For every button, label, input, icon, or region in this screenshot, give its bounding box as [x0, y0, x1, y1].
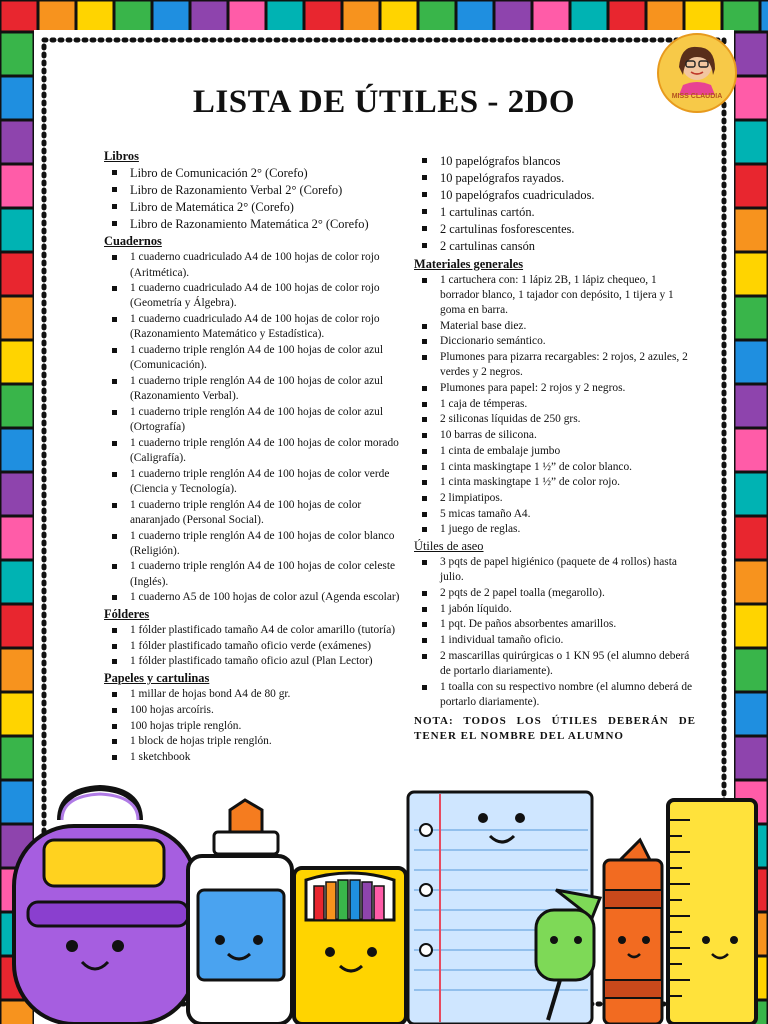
list-item: 2 cartulinas cansón: [414, 238, 696, 255]
section-heading: Fólderes: [104, 607, 150, 622]
list-item: 1 cuaderno cuadriculado A4 de 100 hojas de color rojo (Aritmética).: [104, 250, 400, 280]
backpack-icon: [14, 788, 196, 1024]
section-libros: [104, 148, 400, 233]
list-item: 1 juego de reglas.: [414, 522, 696, 537]
notebook-icon: [408, 792, 592, 1024]
list-item: 1 fólder plastificado tamaño A4 de color amarillo (tutoría): [104, 623, 400, 638]
left-column: [104, 148, 400, 766]
list-item: 2 cartulinas fosforescentes.: [414, 221, 696, 238]
glue-bottle-icon: [188, 800, 292, 1024]
section-heading: Libros: [104, 149, 139, 163]
list-item: Libro de Razonamiento Verbal 2° (Corefo): [104, 182, 400, 199]
list: [104, 250, 400, 605]
list-item: Material base diez.: [414, 319, 696, 334]
list: [104, 165, 400, 233]
list-item: 1 cartuchera con: 1 lápiz 2B, 1 lápiz chequeo, 1 borrador blanco, 1 tajador con depósito, 1 tijera y 1 goma en barra.: [414, 273, 696, 319]
right-column: [414, 153, 696, 744]
list: [104, 687, 400, 765]
list-item: 1 jabón líquido.: [414, 602, 696, 617]
section-papeles: [104, 670, 400, 765]
section-heading: Papeles y cartulinas: [104, 671, 210, 686]
list: [414, 555, 696, 710]
list-item: 1 cuaderno triple renglón A4 de 100 hojas de color anaranjado (Personal Social).: [104, 498, 400, 528]
pencil-box-icon: [294, 868, 406, 1024]
list-item: 1 cartulinas cartón.: [414, 204, 696, 221]
list-item: 1 fólder plastificado tamaño oficio verde (exámenes): [104, 639, 400, 654]
list-item: 2 siliconas líquidas de 250 grs.: [414, 412, 696, 427]
list-item: 1 cuaderno triple renglón A4 de 100 hojas de color azul (Razonamiento Verbal).: [104, 374, 400, 404]
list-item: 10 barras de silicona.: [414, 428, 696, 443]
list-item: 2 mascarillas quirúrgicas o 1 KN 95 (el alumno deberá de portarlo diariamente).: [414, 649, 696, 679]
list-item: 1 pqt. De paños absorbentes amarillos.: [414, 617, 696, 632]
list-item: Plumones para papel: 2 rojos y 2 negros.: [414, 381, 696, 396]
section-heading: Cuadernos: [104, 234, 162, 249]
list-item: 1 cinta maskingtape 1 ½” de color rojo.: [414, 475, 696, 490]
list-item: 1 cuaderno triple renglón A4 de 100 hojas de color celeste (Inglés).: [104, 559, 400, 589]
list-item: 1 fólder plastificado tamaño oficio azul (Plan Lector): [104, 654, 400, 669]
list-item: 1 cuaderno triple renglón A4 de 100 hojas de color verde (Ciencia y Tecnología).: [104, 467, 400, 497]
list-item: 10 papelógrafos rayados.: [414, 170, 696, 187]
list-item: Libro de Matemática 2° (Corefo): [104, 199, 400, 216]
list: [414, 153, 696, 255]
list-item: 2 pqts de 2 papel toalla (megarollo).: [414, 586, 696, 601]
ruler-icon: [668, 800, 756, 1024]
list-item: 100 hojas arcoíris.: [104, 703, 400, 718]
list-item: 1 individual tamaño oficio.: [414, 633, 696, 648]
school-supplies-illustration: [0, 770, 768, 1024]
list-item: Plumones para pizarra recargables: 2 rojos, 2 azules, 2 verdes y 2 negros.: [414, 350, 696, 380]
list-item: 5 micas tamaño A4.: [414, 507, 696, 522]
list-item: 100 hojas triple renglón.: [104, 719, 400, 734]
list-item: 2 limpiatipos.: [414, 491, 696, 506]
note-text: NOTA: TODOS LOS ÚTILES DEBERÁN DE TENER EL NOMBRE DEL ALUMNO: [414, 715, 696, 743]
list-item: 1 cinta de embalaje jumbo: [414, 444, 696, 459]
list-item: 1 cuaderno cuadriculado A4 de 100 hojas de color rojo (Razonamiento Matemático y Estadística).: [104, 312, 400, 342]
list-item: Libro de Razonamiento Matemática 2° (Corefo): [104, 216, 400, 233]
list: [414, 273, 696, 538]
list-item: 3 pqts de papel higiénico (paquete de 4 rollos) hasta julio.: [414, 555, 696, 585]
list-item: 1 cuaderno triple renglón A4 de 100 hojas de color azul (Ortografía): [104, 405, 400, 435]
list-item: Libro de Comunicación 2° (Corefo): [104, 165, 400, 182]
crayon-icon: [604, 840, 662, 1024]
section-heading-aseo: Útiles de aseo: [414, 539, 484, 554]
list-item: 1 block de hojas triple renglón.: [104, 734, 400, 749]
list-item: 1 cuaderno A5 de 100 hojas de color azul (Agenda escolar): [104, 590, 400, 605]
section-cuadernos: [104, 233, 400, 605]
list-item: 1 sketchbook: [104, 750, 400, 765]
list-item: Diccionario semántico.: [414, 334, 696, 349]
list-item: 1 toalla con su respectivo nombre (el alumno deberá de portarlo diariamente).: [414, 680, 696, 710]
section-heading-materiales: Materiales generales: [414, 256, 524, 271]
list-item: 1 cuaderno triple renglón A4 de 100 hojas de color morado (Caligrafía).: [104, 436, 400, 466]
list-item: 1 millar de hojas bond A4 de 80 gr.: [104, 687, 400, 702]
list-item: 1 caja de témperas.: [414, 397, 696, 412]
page-title: LISTA DE ÚTILES - 2DO: [192, 84, 576, 120]
list-item: 1 cinta maskingtape 1 ½” de color blanco.: [414, 460, 696, 475]
list-item: 1 cuaderno triple renglón A4 de 100 hojas de color blanco (Religión).: [104, 529, 400, 559]
badge-label: MISS CLAUDIA: [671, 93, 723, 100]
list: [104, 623, 400, 670]
list-item: 10 papelógrafos cuadriculados.: [414, 187, 696, 204]
section-folderes: [104, 606, 400, 670]
list-item: 1 cuaderno triple renglón A4 de 100 hojas de color azul (Comunicación).: [104, 343, 400, 373]
list-item: 1 cuaderno cuadriculado A4 de 100 hojas de color rojo (Geometría y Álgebra).: [104, 281, 400, 311]
list-item: 10 papelógrafos blancos: [414, 153, 696, 170]
